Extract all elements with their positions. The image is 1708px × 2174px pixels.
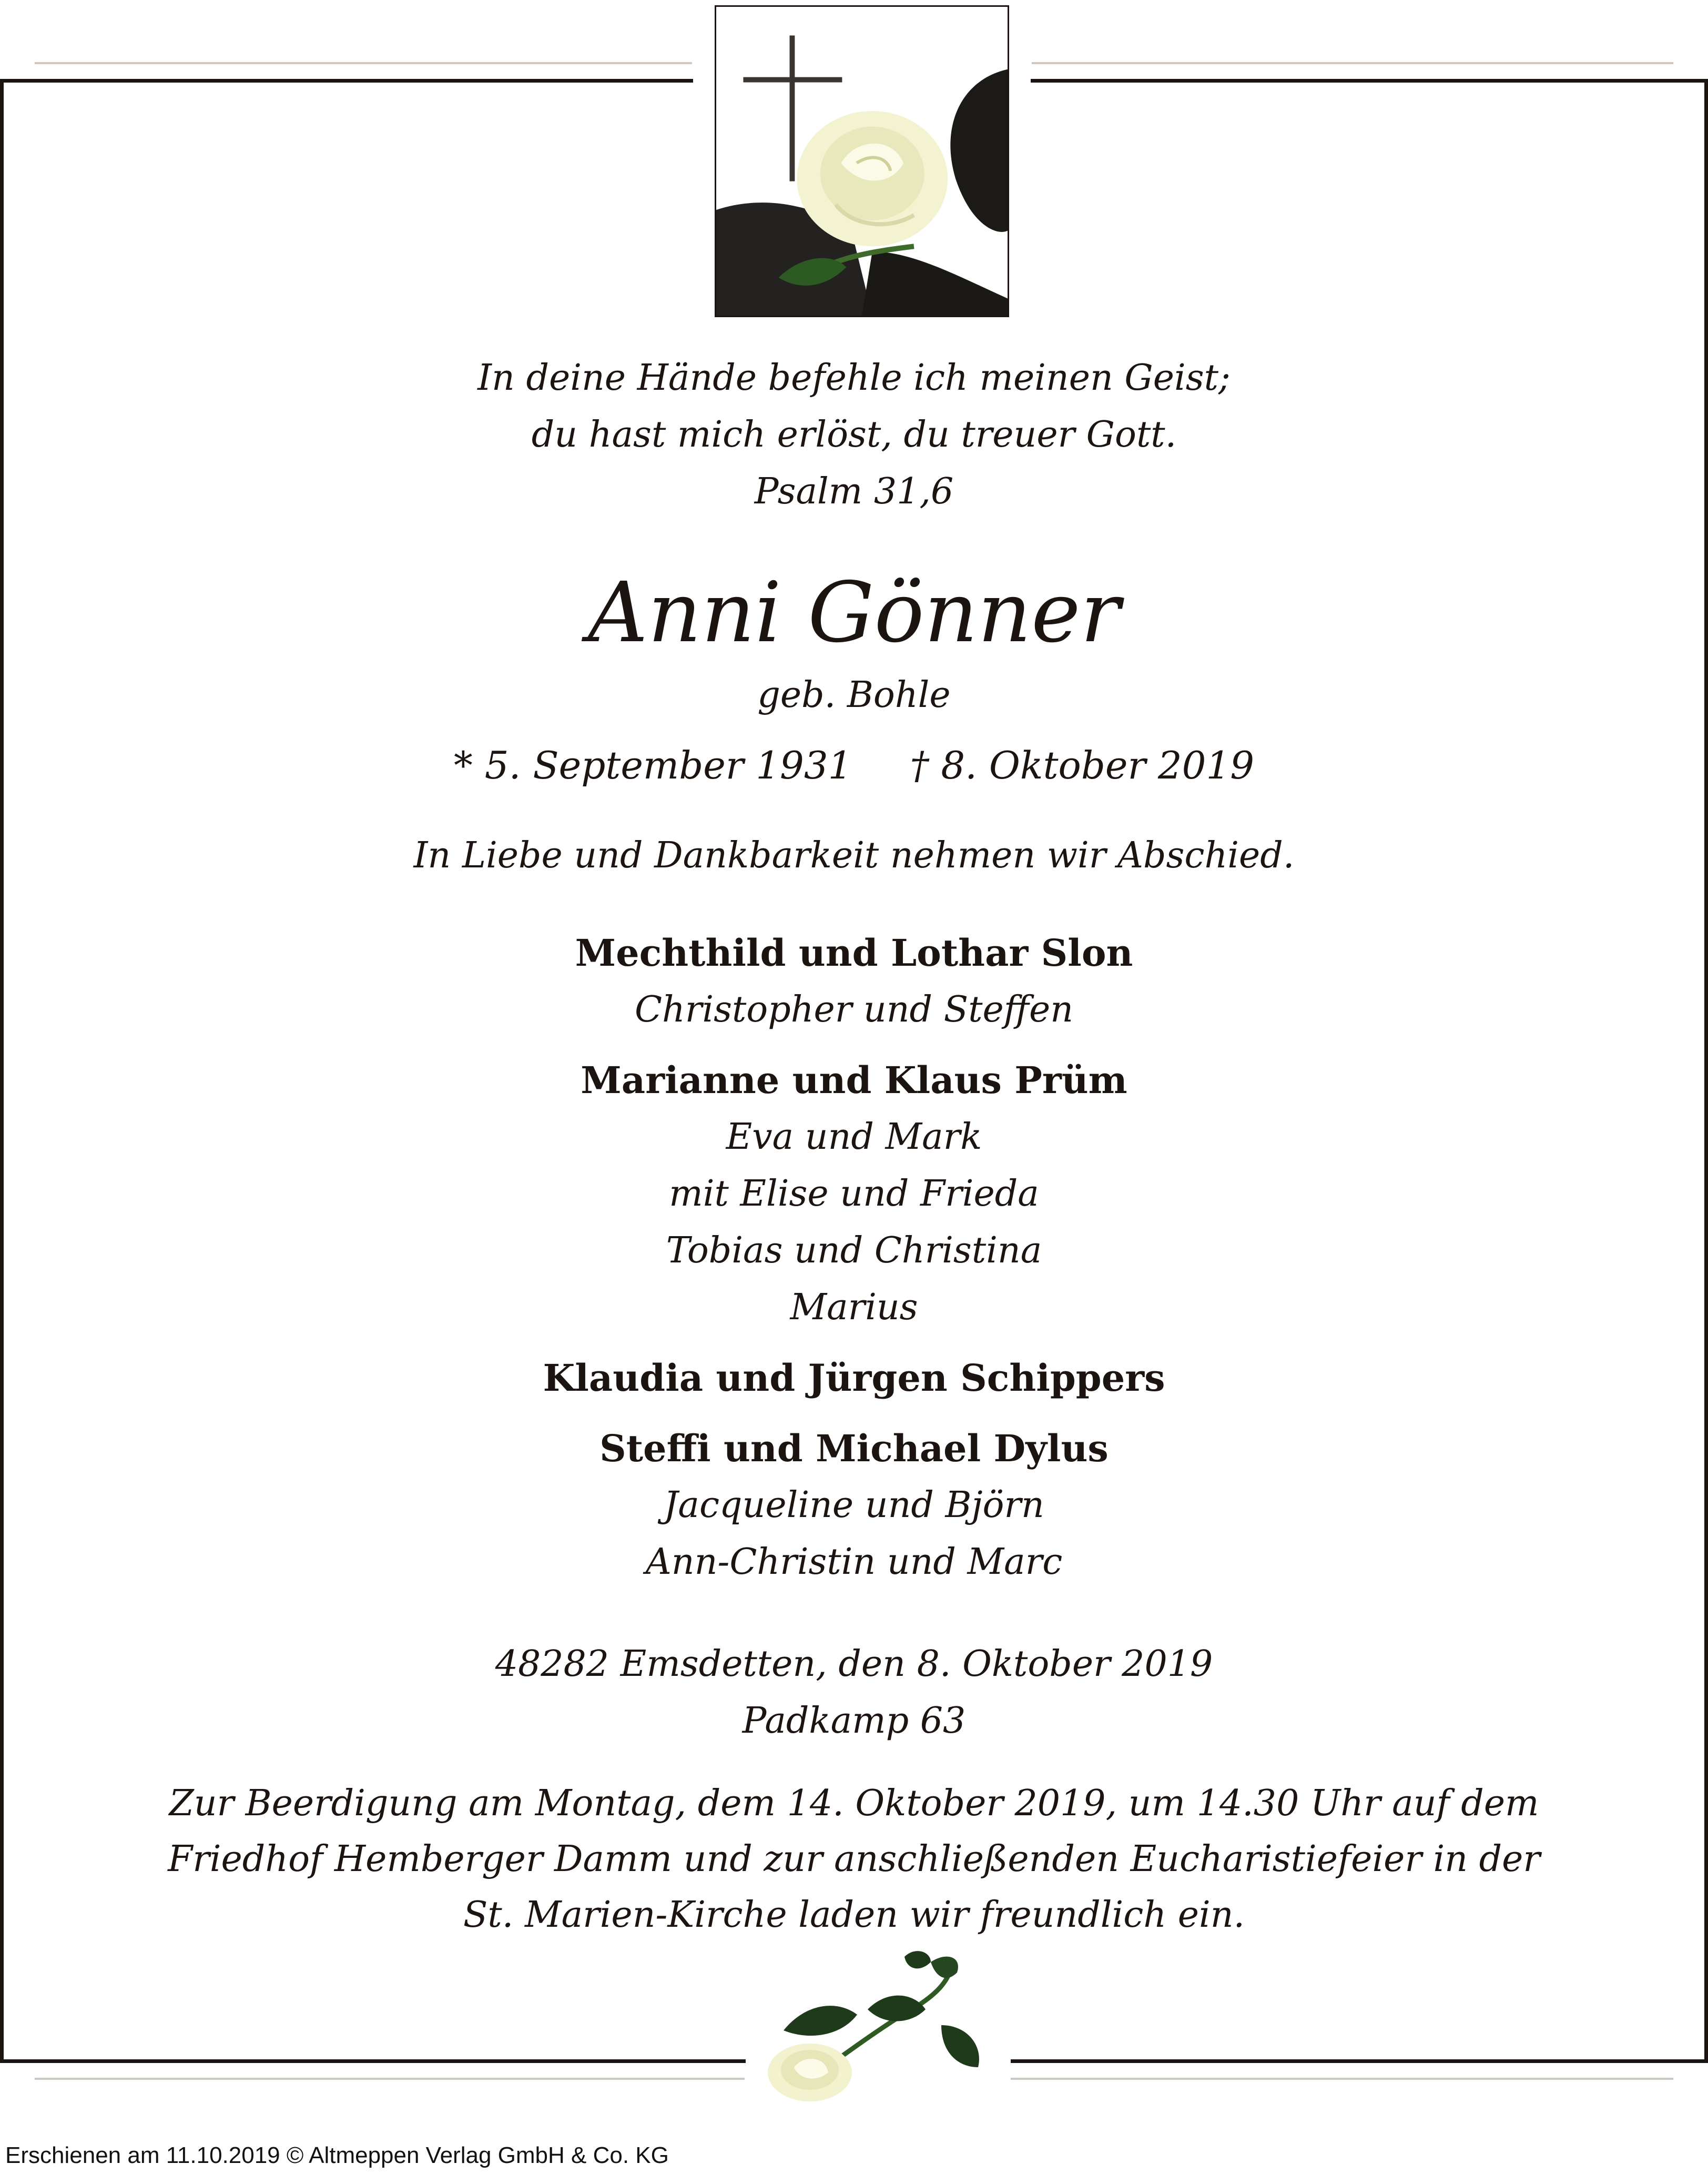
mourner-group xyxy=(105,1420,1603,1591)
mourner-head: Mechthild und Lothar Slon xyxy=(575,931,1133,975)
frame-top-thin-right xyxy=(1032,62,1673,64)
verse xyxy=(105,350,1603,520)
mourner-member: Christopher und Steffen xyxy=(634,989,1074,1030)
frame-bottom-thin-left xyxy=(35,2078,745,2080)
mourner-member: Eva und Mark xyxy=(726,1116,982,1158)
mourner-head: Steffi und Michael Dylus xyxy=(599,1427,1109,1470)
mourner-member: Jacqueline und Björn xyxy=(664,1484,1044,1526)
verse-line: In deine Hände befehle ich meinen Geist; xyxy=(477,357,1231,399)
funeral-line: Zur Beerdigung am Montag, dem 14. Oktober 2019, um 14.30 Uhr auf dem xyxy=(169,1783,1539,1824)
funeral-line: Friedhof Hemberger Damm und zur anschließenden Eucharistiefeier in der xyxy=(168,1838,1540,1880)
mourner-group xyxy=(105,1052,1603,1336)
mourner-head: Klaudia und Jürgen Schippers xyxy=(543,1356,1165,1400)
frame-top-thin-left xyxy=(35,62,692,64)
frame-bottom-left xyxy=(0,2059,746,2063)
rose-illustration xyxy=(747,1946,1010,2104)
street-address: Padkamp 63 xyxy=(742,1700,966,1742)
funeral-line: St. Marien-Kirche laden wir freundlich ein. xyxy=(463,1894,1245,1936)
mourner-member: Marius xyxy=(790,1287,918,1328)
mourner-group xyxy=(105,1350,1603,1407)
place-date xyxy=(105,1636,1603,1750)
frame-left xyxy=(0,79,4,2063)
verse-reference: Psalm 31,6 xyxy=(754,471,954,512)
frame-bottom-thin-right xyxy=(1011,2078,1673,2080)
mourner-member: mit Elise und Frieda xyxy=(669,1173,1039,1215)
city-date: 48282 Emsdetten, den 8. Oktober 2019 xyxy=(495,1643,1213,1685)
publication-footer: Erschienen am 11.10.2019 © Altmeppen Verlag GmbH & Co. KG xyxy=(5,2142,669,2168)
frame-top-right xyxy=(1031,79,1708,83)
mourner-group xyxy=(105,925,1603,1038)
frame-right xyxy=(1704,79,1708,2063)
cross-icon xyxy=(716,7,1008,316)
farewell-text: In Liebe und Dankbarkeit nehmen wir Abschied. xyxy=(413,835,1295,876)
deceased-name: Anni Gönner xyxy=(587,564,1121,661)
mourner-member: Ann-Christin und Marc xyxy=(645,1541,1063,1583)
death-date: † 8. Oktober 2019 xyxy=(910,743,1255,787)
verse-line: du hast mich erlöst, du treuer Gott. xyxy=(531,414,1177,456)
frame-top-left xyxy=(0,79,693,83)
cross-rose-picture xyxy=(715,5,1009,317)
maiden-name: geb. Bohle xyxy=(757,674,951,716)
funeral-invitation xyxy=(105,1776,1603,1943)
life-dates xyxy=(105,736,1603,794)
mourners-list xyxy=(105,925,1603,1604)
mourner-member: Tobias und Christina xyxy=(666,1230,1042,1271)
mourner-head: Marianne und Klaus Prüm xyxy=(581,1058,1127,1102)
rose-icon xyxy=(747,1946,1010,2104)
frame-bottom-right xyxy=(1011,2059,1708,2063)
birth-date: * 5. September 1931 xyxy=(453,743,852,787)
